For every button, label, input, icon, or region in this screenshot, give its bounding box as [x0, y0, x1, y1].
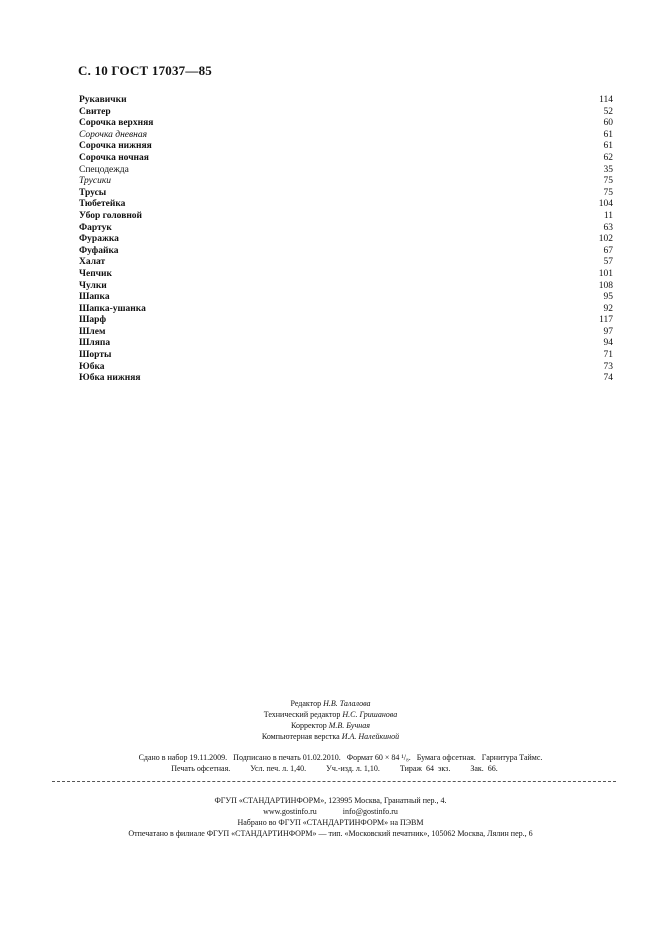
index-page-number: 71 [603, 350, 613, 361]
index-term: Сорочка дневная [79, 129, 148, 140]
index-term: Шапка-ушанка [79, 303, 146, 314]
editor-line [0, 698, 661, 709]
index-entry [79, 246, 613, 258]
index-term: Халат [79, 257, 106, 268]
corrector-name: М.В. Бучная [328, 721, 370, 730]
index-page-number: 114 [599, 95, 613, 105]
page-header: С. 10 ГОСТ 17037—85 [78, 63, 212, 78]
index-term: Шлем [79, 326, 106, 337]
index-page-number: 52 [603, 106, 613, 117]
index-entry [79, 188, 613, 200]
index-term: Сорочка нижняя [79, 141, 152, 152]
index-term: Шапка [79, 292, 110, 303]
index-term: Трусы [79, 187, 107, 198]
print-info [0, 752, 661, 774]
index-entry [79, 107, 613, 119]
website-link[interactable]: www.gostinfo.ru [263, 807, 317, 816]
index-page-number: 11 [603, 210, 613, 221]
publisher-contacts [0, 806, 661, 817]
index-term: Юбка нижняя [79, 373, 141, 384]
index-entry [79, 257, 613, 269]
editor-label: Редактор [290, 699, 322, 708]
index-entry [79, 95, 613, 107]
typeset-line: Набрано во ФГУП «СТАНДАРТИНФОРМ» на ПЭВМ [237, 818, 424, 827]
index-entry [79, 327, 613, 339]
corrector-line [0, 720, 661, 731]
index-term: Чепчик [79, 268, 112, 279]
divider [52, 781, 616, 782]
publisher-address: ФГУП «СТАНДАРТИНФОРМ», 123995 Москва, Гранатный пер., 4. [214, 796, 447, 805]
index-term: Чулки [79, 280, 107, 291]
index-term: Фартук [79, 222, 112, 233]
index-entry [79, 373, 613, 385]
index-entry [79, 199, 613, 211]
index-page-number: 104 [598, 199, 613, 210]
print-type: Печать офсетная. [171, 764, 231, 773]
index-page-number: 57 [603, 257, 613, 268]
index-page-number: 60 [603, 118, 613, 129]
print-info-line2 [0, 763, 661, 774]
index-page-number: 63 [603, 222, 613, 233]
editor-name: Н.В. Талалова [323, 699, 371, 708]
publisher-block [0, 795, 661, 839]
index-entry [79, 281, 613, 293]
layout-line [0, 731, 661, 742]
index-page-number: 95 [603, 292, 613, 303]
conditional-sheets: Усл. печ. л. 1,40. [250, 764, 307, 773]
index-term: Фуражка [79, 234, 119, 245]
print-info-line1: Сдано в набор 19.11.2009. Подписано в печать 01.02.2010. Формат 60 × 84 ¹/₈. Бумага офсетная. Гарнитура Таймс. [138, 753, 543, 762]
index-entry [79, 350, 613, 362]
index-entry [79, 269, 613, 281]
index-entry [79, 153, 613, 165]
index-term: Шляпа [79, 338, 111, 349]
index-entry [79, 362, 613, 374]
index-entry [79, 118, 613, 130]
tech-editor-label: Технический редактор [263, 710, 341, 719]
index-entry [79, 141, 613, 153]
credits-block [0, 698, 661, 742]
index-term: Спецодежда [79, 164, 129, 175]
tech-editor-name: Н.С. Гришанова [342, 710, 398, 719]
index-entry [79, 130, 613, 142]
index-entry [79, 292, 613, 304]
corrector-label: Корректор [291, 721, 327, 730]
layout-label: Компьютерная верстка [261, 732, 340, 741]
index-entry [79, 223, 613, 235]
printed-line: Отпечатано в филиале ФГУП «СТАНДАРТИНФОРМ» — тип. «Московский печатник», 105062 Москва, Лялин пер., 6 [128, 829, 533, 838]
index-term: Фуфайка [79, 245, 119, 256]
index-entry [79, 338, 613, 350]
alphabetical-index [79, 95, 613, 385]
order-number: Зак. 66. [470, 764, 498, 773]
index-term: Трусики [79, 176, 112, 187]
index-page-number: 75 [603, 187, 613, 198]
index-entry [79, 315, 613, 327]
index-term: Убор головной [79, 210, 143, 221]
index-page-number: 108 [598, 280, 613, 291]
index-page-number: 61 [603, 129, 613, 140]
index-term: Сорочка ночная [79, 152, 149, 163]
index-entry [79, 234, 613, 246]
index-entry [79, 165, 613, 177]
index-page-number: 97 [603, 326, 613, 337]
layout-name: И.А. Налейкиной [341, 732, 400, 741]
index-page-number: 92 [603, 303, 613, 314]
index-entry [79, 176, 613, 188]
index-page-number: 102 [598, 234, 613, 245]
index-page-number: 61 [603, 141, 613, 152]
index-term: Юбка [79, 361, 105, 372]
index-page-number: 75 [603, 176, 613, 187]
index-term: Свитер [79, 106, 111, 117]
index-page-number: 101 [598, 268, 613, 279]
index-entry [79, 304, 613, 316]
index-page-number: 62 [603, 152, 613, 163]
index-page-number: 94 [603, 338, 613, 349]
index-page-number: 67 [603, 245, 613, 256]
email-link[interactable]: info@gostinfo.ru [342, 807, 398, 816]
index-page-number: 117 [599, 315, 613, 326]
tech-editor-line [0, 709, 661, 720]
index-term: Шорты [79, 350, 112, 361]
index-entry [79, 211, 613, 223]
circulation: Тираж 64 экз. [399, 764, 451, 773]
index-page-number: 74 [603, 373, 613, 384]
index-term: Сорочка верхняя [79, 118, 154, 129]
index-term: Шарф [79, 315, 107, 326]
index-page-number: 73 [603, 361, 613, 372]
index-term: Рукавички [79, 95, 127, 105]
index-page-number: 35 [603, 164, 613, 175]
index-term: Тюбетейка [79, 199, 126, 210]
publishing-sheets: Уч.-изд. л. 1,10. [326, 764, 380, 773]
